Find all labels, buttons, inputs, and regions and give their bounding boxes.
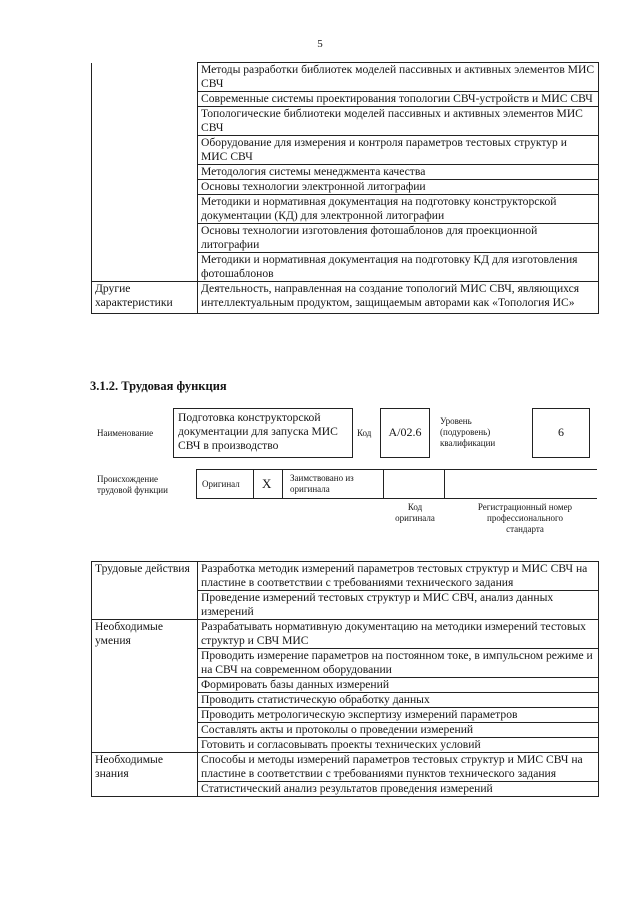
other-characteristics-label: Другие характеристики — [92, 282, 198, 314]
original-mark: X — [262, 476, 272, 491]
level-value-box — [532, 408, 590, 458]
table-row: Методология системы менеджмента качества — [198, 165, 599, 180]
code-label: Код — [357, 428, 372, 438]
table-row: Современные системы проектирования топологии СВЧ-устройств и МИС СВЧ — [198, 92, 599, 107]
table-row: Методы разработки библиотек моделей пассивных и активных элементов МИС СВЧ — [198, 63, 599, 92]
skills-label: Необходимые умения — [92, 620, 198, 753]
name-label: Наименование — [97, 428, 154, 438]
table-row: Основы технологии изготовления фотошаблонов для проекционной литографии — [198, 224, 599, 253]
code-original-caption: Код оригинала — [395, 502, 435, 523]
table-row: Формировать базы данных измерений — [198, 678, 599, 693]
name-value-box — [173, 408, 353, 458]
actions-label: Трудовые действия — [92, 562, 198, 620]
table-row: Разработка методик измерений параметров тестовых структур и МИС СВЧ на пластине в соответствии с требованиями технического задания — [198, 562, 599, 591]
table-row: Методики и нормативная документация на подготовку конструкторской документации (КД) для электронной литографии — [198, 195, 599, 224]
table-row: Готовить и согласовывать проекты технических условий — [198, 738, 599, 753]
table-row: Проведение измерений тестовых структур и МИС СВЧ, анализ данных измерений — [198, 591, 599, 620]
table-row: Проводить статистическую обработку данных — [198, 693, 599, 708]
origin-label: Происхождение трудовой функции — [97, 474, 168, 495]
table-row: Оборудование для измерения и контроля параметров тестовых структур и МИС СВЧ — [198, 136, 599, 165]
table-row: Проводить измерение параметров на постоянном токе, в импульсном режиме и на СВЧ на современном оборудовании — [198, 649, 599, 678]
table-row: Топологические библиотеки моделей пассивных и активных элементов МИС СВЧ — [198, 107, 599, 136]
table-row: Составлять акты и протоколы о проведении измерений — [198, 723, 599, 738]
table-row: Способы и методы измерений параметров тестовых структур и МИС СВЧ на пластине в соответствии с требованиями пунктов технического задания — [198, 753, 599, 782]
table-row: Разрабатывать нормативную документацию на методики измерений тестовых структур и СВЧ МИС — [198, 620, 599, 649]
code-value: A/02.6 — [388, 425, 422, 439]
level-value: 6 — [558, 425, 564, 439]
table-row: Методики и нормативная документация на подготовку КД для изготовления фотошаблонов — [198, 253, 599, 282]
divider — [253, 469, 254, 498]
empty-label-cell — [92, 63, 198, 282]
other-characteristics-text: Деятельность, направленная на создание топологий МИС СВЧ, являющихся интеллектуальным продуктом, защищаемым авторами как «Топология ИС» — [198, 282, 599, 314]
code-value-box — [380, 408, 430, 458]
section-heading: 3.1.2. Трудовая функция — [90, 379, 227, 393]
table-row: Основы технологии электронной литографии — [198, 180, 599, 195]
name-value: Подготовка конструкторской документации для запуска МИС СВЧ в производство — [178, 411, 338, 452]
divider — [444, 469, 445, 498]
divider — [383, 469, 384, 498]
table-row: Статистический анализ результатов проведения измерений — [198, 782, 599, 797]
origin-row — [196, 469, 597, 499]
knowledge-label: Необходимые знания — [92, 753, 198, 797]
divider — [282, 469, 283, 498]
level-label: Уровень (подуровень) квалификации — [440, 416, 496, 448]
borrowed-label: Заимствовано из оригинала — [290, 473, 354, 494]
table-row: Проводить метрологическую экспертизу измерений параметров — [198, 708, 599, 723]
page-number: 5 — [317, 38, 323, 50]
registration-caption: Регистрационный номер профессионального стандарта — [477, 502, 573, 534]
top-knowledge-table — [91, 62, 599, 314]
original-label: Оригинал — [202, 479, 240, 489]
function-details-table — [91, 561, 599, 797]
